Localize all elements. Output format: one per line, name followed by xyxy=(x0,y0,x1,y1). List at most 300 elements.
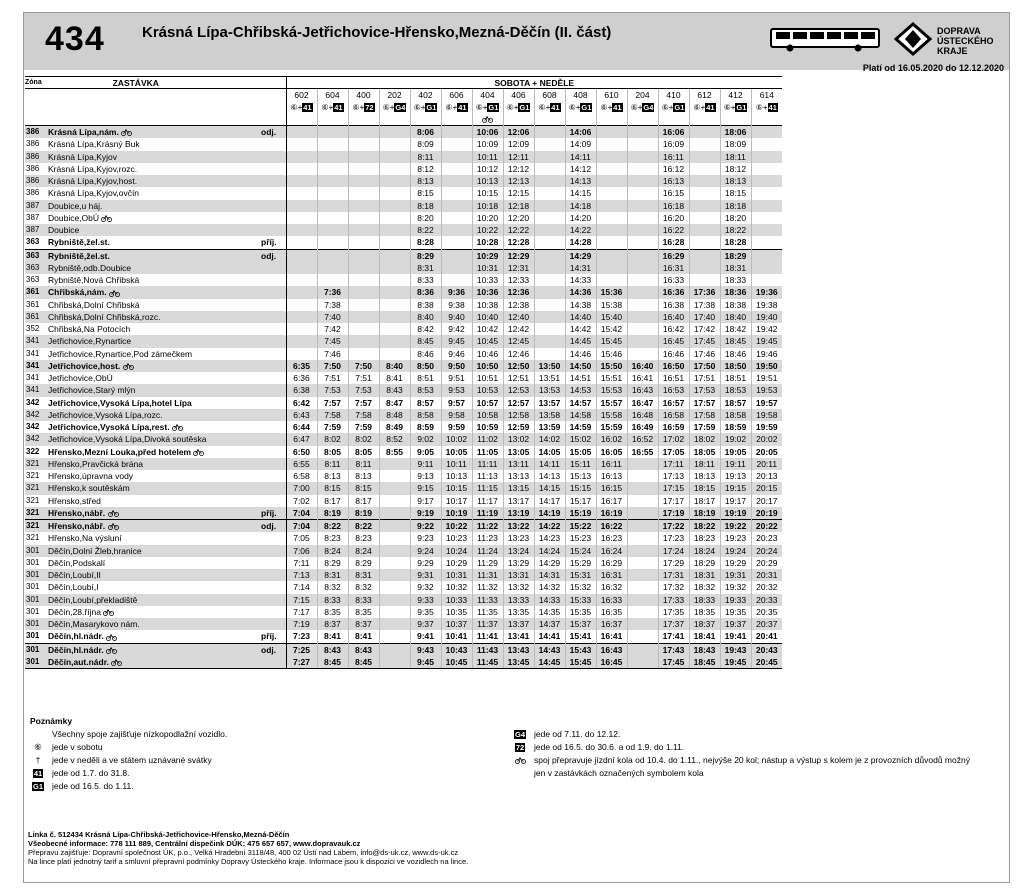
time-cell: 20:19 xyxy=(751,507,782,520)
time-cell: 8:51 xyxy=(410,372,441,384)
time-cell: 19:02 xyxy=(720,433,751,445)
stop-name: Chřibská,nám. xyxy=(46,286,261,298)
stop-name: Děčín,Loubí,I xyxy=(48,582,99,593)
arr-dep-label xyxy=(261,348,286,360)
time-cell xyxy=(751,262,782,274)
time-cell: 16:35 xyxy=(596,606,627,618)
time-cell: 8:55 xyxy=(379,446,410,458)
time-cell: 9:35 xyxy=(410,606,441,618)
stop-row xyxy=(25,630,782,643)
time-cell: 7:27 xyxy=(286,656,317,669)
note-item: ⑥ jede v sobotu xyxy=(34,742,103,752)
trip-code: ⑥+41 xyxy=(534,101,565,113)
time-cell: 9:42 xyxy=(441,323,472,335)
time-cell: 19:17 xyxy=(720,495,751,507)
time-cell: 17:13 xyxy=(658,470,689,482)
time-cell: 8:48 xyxy=(379,409,410,421)
time-cell: 14:05 xyxy=(534,446,565,458)
time-cell: 19:11 xyxy=(720,458,751,470)
time-cell: 15:38 xyxy=(596,299,627,311)
time-cell: 9:05 xyxy=(410,446,441,458)
time-cell: 16:48 xyxy=(627,409,658,421)
time-cell xyxy=(534,175,565,187)
time-cell: 8:41 xyxy=(379,372,410,384)
time-cell: 7:58 xyxy=(317,409,348,421)
trip-number: 204 xyxy=(627,89,658,102)
time-cell: 10:42 xyxy=(472,323,503,335)
time-cell xyxy=(286,348,317,360)
time-cell xyxy=(689,274,720,286)
time-cell: 9:46 xyxy=(441,348,472,360)
time-cell: 17:17 xyxy=(658,495,689,507)
time-cell xyxy=(627,236,658,249)
time-cell: 10:31 xyxy=(472,262,503,274)
time-cell: 16:29 xyxy=(596,557,627,569)
time-cell: 15:29 xyxy=(565,557,596,569)
time-cell: 20:11 xyxy=(751,458,782,470)
trip-number: 606 xyxy=(441,89,472,102)
stop-name: Jetřichovice,Vysoká Lípa,Divoká soutěska xyxy=(46,433,261,445)
time-cell: 18:41 xyxy=(689,630,720,643)
time-cell xyxy=(534,126,565,139)
time-cell: 13:23 xyxy=(503,532,534,544)
time-cell: 9:45 xyxy=(410,656,441,669)
trip-bike-cell xyxy=(441,113,472,126)
stop-name: Hřensko,Mezní Louka,před hotelem xyxy=(46,446,261,458)
time-cell: 8:18 xyxy=(410,200,441,212)
arr-dep-label: odj. xyxy=(261,520,286,533)
time-cell: 19:19 xyxy=(720,507,751,520)
time-cell: 8:47 xyxy=(379,397,410,409)
time-cell: 7:50 xyxy=(317,360,348,372)
zone-cell: 301 xyxy=(26,582,40,592)
time-cell xyxy=(348,224,379,236)
time-cell: 14:11 xyxy=(534,458,565,470)
time-cell xyxy=(627,482,658,494)
time-cell: 14:36 xyxy=(565,286,596,298)
time-cell: 15:36 xyxy=(596,286,627,298)
time-cell: 14:20 xyxy=(565,212,596,224)
trip-bike-cell xyxy=(751,113,782,126)
arr-dep-label xyxy=(261,200,286,212)
time-cell xyxy=(596,249,627,262)
time-cell: 19:31 xyxy=(720,569,751,581)
time-cell: 8:45 xyxy=(317,656,348,669)
time-cell: 10:33 xyxy=(441,594,472,606)
time-cell xyxy=(379,569,410,581)
trip-bike-cell xyxy=(658,113,689,126)
stop-row xyxy=(25,606,782,618)
time-cell xyxy=(379,187,410,199)
stop-name: Hřensko,nábř. xyxy=(46,507,261,520)
time-cell: 11:29 xyxy=(472,557,503,569)
footer: Linka č. 512434 Krásná Lípa-Chřibská-Jetřichovice-Hřensko,Mezná-Děčín Všeobecné informace: 778 111 889, Centrální dispečink DÚK: 475 657 657, www.dopravauk.cz Přepravu zajišťuje: Dopravní společnost ÚK, p.o., Velká Hradební 3118/48, 400 02 Ústí nad Labem, info@ds-uk.cz, www.ds-uk.cz Na lince platí jednotný tarif a smluvní přepravní podmínky Dopravy Ústeckého kraje. Informace jsou k dispozici ve vozidlech na lince. xyxy=(28,830,469,866)
stop-row xyxy=(25,151,782,163)
stop-row xyxy=(25,409,782,421)
trip-bike-cell xyxy=(503,113,534,126)
dopravauk-logo-icon xyxy=(893,22,933,56)
time-cell: 17:37 xyxy=(658,618,689,630)
time-cell: 16:13 xyxy=(596,470,627,482)
time-cell: 14:22 xyxy=(534,520,565,533)
time-cell xyxy=(379,236,410,249)
time-cell: 20:45 xyxy=(751,656,782,669)
time-cell: 7:13 xyxy=(286,569,317,581)
notes-left xyxy=(30,715,227,793)
trip-bike-cell xyxy=(410,113,441,126)
time-cell: 8:19 xyxy=(348,507,379,520)
time-cell: 20:32 xyxy=(751,581,782,593)
time-cell: 19:05 xyxy=(720,446,751,458)
time-cell: 16:49 xyxy=(627,421,658,433)
time-cell xyxy=(627,299,658,311)
time-cell: 14:51 xyxy=(565,372,596,384)
stop-row xyxy=(25,594,782,606)
time-cell: 8:29 xyxy=(410,249,441,262)
time-cell: 13:58 xyxy=(534,409,565,421)
trip-code: ⑥+41 xyxy=(286,101,317,113)
arr-dep-label xyxy=(261,581,286,593)
time-cell xyxy=(317,224,348,236)
time-cell xyxy=(286,126,317,139)
time-cell xyxy=(627,187,658,199)
time-cell: 16:31 xyxy=(658,262,689,274)
time-cell xyxy=(441,236,472,249)
time-cell xyxy=(627,569,658,581)
time-cell xyxy=(534,323,565,335)
time-cell: 17:24 xyxy=(658,545,689,557)
time-cell xyxy=(286,274,317,286)
time-cell: 6:58 xyxy=(286,470,317,482)
time-cell: 10:06 xyxy=(472,126,503,139)
time-cell: 16:36 xyxy=(658,286,689,298)
time-cell: 16:40 xyxy=(658,311,689,323)
time-cell xyxy=(379,643,410,656)
time-cell: 8:05 xyxy=(317,446,348,458)
time-cell: 17:59 xyxy=(689,421,720,433)
time-cell: 7:53 xyxy=(317,384,348,396)
zone-cell: 341 xyxy=(26,348,40,358)
arr-dep-label: příj. xyxy=(261,237,277,248)
stop-name: Chřibská,Na Potocích xyxy=(48,324,131,335)
time-cell: 15:22 xyxy=(565,520,596,533)
zone-cell: 361 xyxy=(25,311,46,323)
time-cell: 18:13 xyxy=(689,470,720,482)
time-cell: 14:22 xyxy=(565,224,596,236)
time-cell: 9:45 xyxy=(441,335,472,347)
time-cell: 17:53 xyxy=(689,384,720,396)
time-cell: 8:22 xyxy=(410,224,441,236)
stop-name: Hřensko,úpravna vody xyxy=(48,471,134,482)
arr-dep-label xyxy=(261,163,286,175)
time-cell xyxy=(379,656,410,669)
time-cell: 18:43 xyxy=(689,643,720,656)
time-cell: 16:22 xyxy=(658,224,689,236)
time-cell xyxy=(348,274,379,286)
time-cell: 9:53 xyxy=(441,384,472,396)
time-cell: 9:59 xyxy=(441,421,472,433)
time-cell xyxy=(627,175,658,187)
trip-code: ⑥+G1 xyxy=(503,101,534,113)
stop-row xyxy=(25,212,782,224)
time-cell xyxy=(379,545,410,557)
stop-row xyxy=(25,175,782,187)
time-cell: 15:45 xyxy=(596,335,627,347)
time-cell: 16:37 xyxy=(596,618,627,630)
time-cell: 16:19 xyxy=(596,507,627,520)
time-cell xyxy=(317,163,348,175)
stop-name: Rybniště,Nová Chřibská xyxy=(48,275,140,286)
zone-cell: 321 xyxy=(25,482,46,494)
stop-row xyxy=(25,421,782,433)
time-cell xyxy=(751,163,782,175)
time-cell: 19:43 xyxy=(720,643,751,656)
time-cell: 11:33 xyxy=(472,594,503,606)
time-cell: 11:24 xyxy=(472,545,503,557)
time-cell: 19:42 xyxy=(751,323,782,335)
arr-dep-label xyxy=(261,495,286,507)
stop-name: Hřensko,Pravčická brána xyxy=(46,458,261,470)
time-cell: 16:24 xyxy=(596,545,627,557)
time-cell: 8:37 xyxy=(317,618,348,630)
time-cell: 10:59 xyxy=(472,421,503,433)
stop-name: Krásná Lípa,Kyjov,rozc. xyxy=(48,163,138,174)
time-cell: 15:31 xyxy=(565,569,596,581)
time-cell xyxy=(379,126,410,139)
zone-cell: 301 xyxy=(26,557,40,567)
time-cell: 20:35 xyxy=(751,606,782,618)
zone-cell: 341 xyxy=(26,373,40,383)
time-cell xyxy=(441,200,472,212)
stop-name: Jetřichovice,Rynartice xyxy=(46,335,261,347)
time-cell: 18:58 xyxy=(720,409,751,421)
zone-cell: 321 xyxy=(25,520,46,533)
time-cell: 10:12 xyxy=(472,163,503,175)
trip-code: ⑥+G1 xyxy=(720,101,751,113)
time-cell: 17:22 xyxy=(658,520,689,533)
time-cell: 6:38 xyxy=(286,384,317,396)
time-cell: 14:50 xyxy=(565,360,596,372)
stop-row xyxy=(25,507,782,520)
time-cell: 11:13 xyxy=(472,470,503,482)
arr-dep-label xyxy=(261,384,286,396)
time-cell xyxy=(317,151,348,163)
time-cell: 19:57 xyxy=(751,397,782,409)
time-cell: 16:29 xyxy=(658,249,689,262)
zone-cell: 386 xyxy=(26,163,40,173)
time-cell: 10:17 xyxy=(441,495,472,507)
zone-cell: 321 xyxy=(26,471,40,481)
stop-name: Doubice xyxy=(46,224,261,236)
time-cell: 18:13 xyxy=(720,175,751,187)
time-cell xyxy=(379,335,410,347)
timetable xyxy=(25,76,782,669)
arr-dep-label xyxy=(261,446,286,458)
time-cell xyxy=(379,286,410,298)
time-cell xyxy=(348,138,379,150)
time-cell xyxy=(627,348,658,360)
time-cell: 13:02 xyxy=(503,433,534,445)
trip-number: 400 xyxy=(348,89,379,102)
time-cell: 11:19 xyxy=(472,507,503,520)
arr-dep-label xyxy=(261,360,286,372)
time-cell xyxy=(627,557,658,569)
time-cell: 8:22 xyxy=(348,520,379,533)
time-cell: 8:15 xyxy=(348,482,379,494)
time-cell: 14:33 xyxy=(565,274,596,286)
time-cell: 13:59 xyxy=(534,421,565,433)
time-cell: 20:05 xyxy=(751,446,782,458)
time-cell: 16:43 xyxy=(627,384,658,396)
time-cell: 10:53 xyxy=(472,384,503,396)
time-cell: 16:45 xyxy=(658,335,689,347)
time-cell: 14:58 xyxy=(565,409,596,421)
time-cell xyxy=(317,212,348,224)
time-cell: 8:59 xyxy=(410,421,441,433)
time-cell xyxy=(689,249,720,262)
zone-cell: 341 xyxy=(25,360,46,372)
time-cell: 16:13 xyxy=(658,175,689,187)
time-cell: 12:29 xyxy=(503,249,534,262)
trip-bike-cell xyxy=(596,113,627,126)
time-cell xyxy=(379,618,410,630)
time-cell: 18:37 xyxy=(689,618,720,630)
time-cell: 17:42 xyxy=(689,323,720,335)
time-cell: 16:02 xyxy=(596,433,627,445)
stop-row xyxy=(25,299,782,311)
time-cell xyxy=(379,458,410,470)
time-cell: 18:06 xyxy=(720,126,751,139)
time-cell: 18:45 xyxy=(689,656,720,669)
time-cell xyxy=(286,212,317,224)
time-cell xyxy=(689,126,720,139)
time-cell: 7:51 xyxy=(348,372,379,384)
time-cell xyxy=(379,557,410,569)
time-cell xyxy=(689,200,720,212)
time-cell: 15:46 xyxy=(596,348,627,360)
time-cell xyxy=(596,151,627,163)
time-cell xyxy=(534,236,565,249)
time-cell xyxy=(379,323,410,335)
time-cell: 16:51 xyxy=(658,372,689,384)
time-cell: 8:32 xyxy=(317,581,348,593)
time-cell: 17:50 xyxy=(689,360,720,372)
time-cell: 12:38 xyxy=(503,299,534,311)
time-cell: 18:35 xyxy=(689,606,720,618)
trip-bike-cell xyxy=(472,113,503,126)
time-cell xyxy=(379,274,410,286)
trip-bike-cell xyxy=(348,113,379,126)
time-cell: 12:22 xyxy=(503,224,534,236)
time-cell xyxy=(317,274,348,286)
time-cell: 8:50 xyxy=(410,360,441,372)
time-cell xyxy=(379,138,410,150)
time-cell: 8:11 xyxy=(410,151,441,163)
time-cell: 8:15 xyxy=(317,482,348,494)
arr-dep-label xyxy=(261,470,286,482)
stop-row xyxy=(25,458,782,470)
trip-number: 602 xyxy=(286,89,317,102)
time-cell xyxy=(286,335,317,347)
time-cell xyxy=(348,163,379,175)
time-cell: 14:59 xyxy=(565,421,596,433)
note-item: Všechny spoje zajišťuje nízkopodlažní vozidlo. xyxy=(52,729,228,739)
line-number: 434 xyxy=(45,20,105,58)
time-cell: 14:57 xyxy=(565,397,596,409)
time-cell xyxy=(348,262,379,274)
time-cell: 18:09 xyxy=(720,138,751,150)
stop-row xyxy=(25,323,782,335)
time-cell: 14:17 xyxy=(534,495,565,507)
zone-cell: 341 xyxy=(25,384,46,396)
time-cell: 8:09 xyxy=(410,138,441,150)
time-cell xyxy=(534,187,565,199)
time-cell: 19:53 xyxy=(751,384,782,396)
stop-name: Děčín,Podskalí xyxy=(48,557,106,568)
time-cell: 16:33 xyxy=(658,274,689,286)
time-cell: 18:12 xyxy=(720,163,751,175)
arr-dep-label xyxy=(261,656,286,669)
stop-row xyxy=(25,433,782,445)
time-cell xyxy=(379,262,410,274)
time-cell: 19:15 xyxy=(720,482,751,494)
time-cell xyxy=(596,274,627,286)
time-cell: 16:38 xyxy=(658,299,689,311)
time-cell: 20:13 xyxy=(751,470,782,482)
time-cell: 11:11 xyxy=(472,458,503,470)
trip-bike-cell xyxy=(565,113,596,126)
arr-dep-label xyxy=(261,175,286,187)
time-cell: 17:29 xyxy=(658,557,689,569)
time-cell xyxy=(751,187,782,199)
time-cell: 10:40 xyxy=(472,311,503,323)
time-cell xyxy=(534,286,565,298)
time-cell: 13:41 xyxy=(503,630,534,643)
time-cell: 14:29 xyxy=(534,557,565,569)
time-cell: 17:57 xyxy=(689,397,720,409)
time-cell: 12:46 xyxy=(503,348,534,360)
note-item: spoj přepravuje jízdní kola od 10.4. do 1.11., nejvýše 20 kol; nástup a výstup s kolem je z provozních důvodů možný jen v zastávkách označených symbolem kola xyxy=(512,754,982,780)
time-cell: 8:31 xyxy=(410,262,441,274)
zone-cell: 363 xyxy=(25,249,46,262)
zone-cell: 321 xyxy=(25,458,46,470)
time-cell: 16:59 xyxy=(658,421,689,433)
trip-number: 410 xyxy=(658,89,689,102)
time-cell: 18:15 xyxy=(689,482,720,494)
time-cell: 8:45 xyxy=(348,656,379,669)
time-cell xyxy=(348,286,379,298)
time-cell: 13:35 xyxy=(503,606,534,618)
time-cell xyxy=(317,126,348,139)
time-cell xyxy=(751,236,782,249)
time-cell: 17:46 xyxy=(689,348,720,360)
time-cell: 16:41 xyxy=(596,630,627,643)
trip-number: 612 xyxy=(689,89,720,102)
time-cell xyxy=(317,138,348,150)
time-cell: 14:45 xyxy=(534,656,565,669)
time-cell: 8:06 xyxy=(410,126,441,139)
time-cell: 19:45 xyxy=(720,656,751,669)
trip-number: 402 xyxy=(410,89,441,102)
time-cell: 15:19 xyxy=(565,507,596,520)
stop-row xyxy=(25,656,782,669)
time-cell: 13:24 xyxy=(503,545,534,557)
time-cell: 11:31 xyxy=(472,569,503,581)
time-cell xyxy=(317,262,348,274)
time-cell: 10:23 xyxy=(441,532,472,544)
zone-cell: 301 xyxy=(25,618,46,630)
trip-bike-cell xyxy=(627,113,658,126)
